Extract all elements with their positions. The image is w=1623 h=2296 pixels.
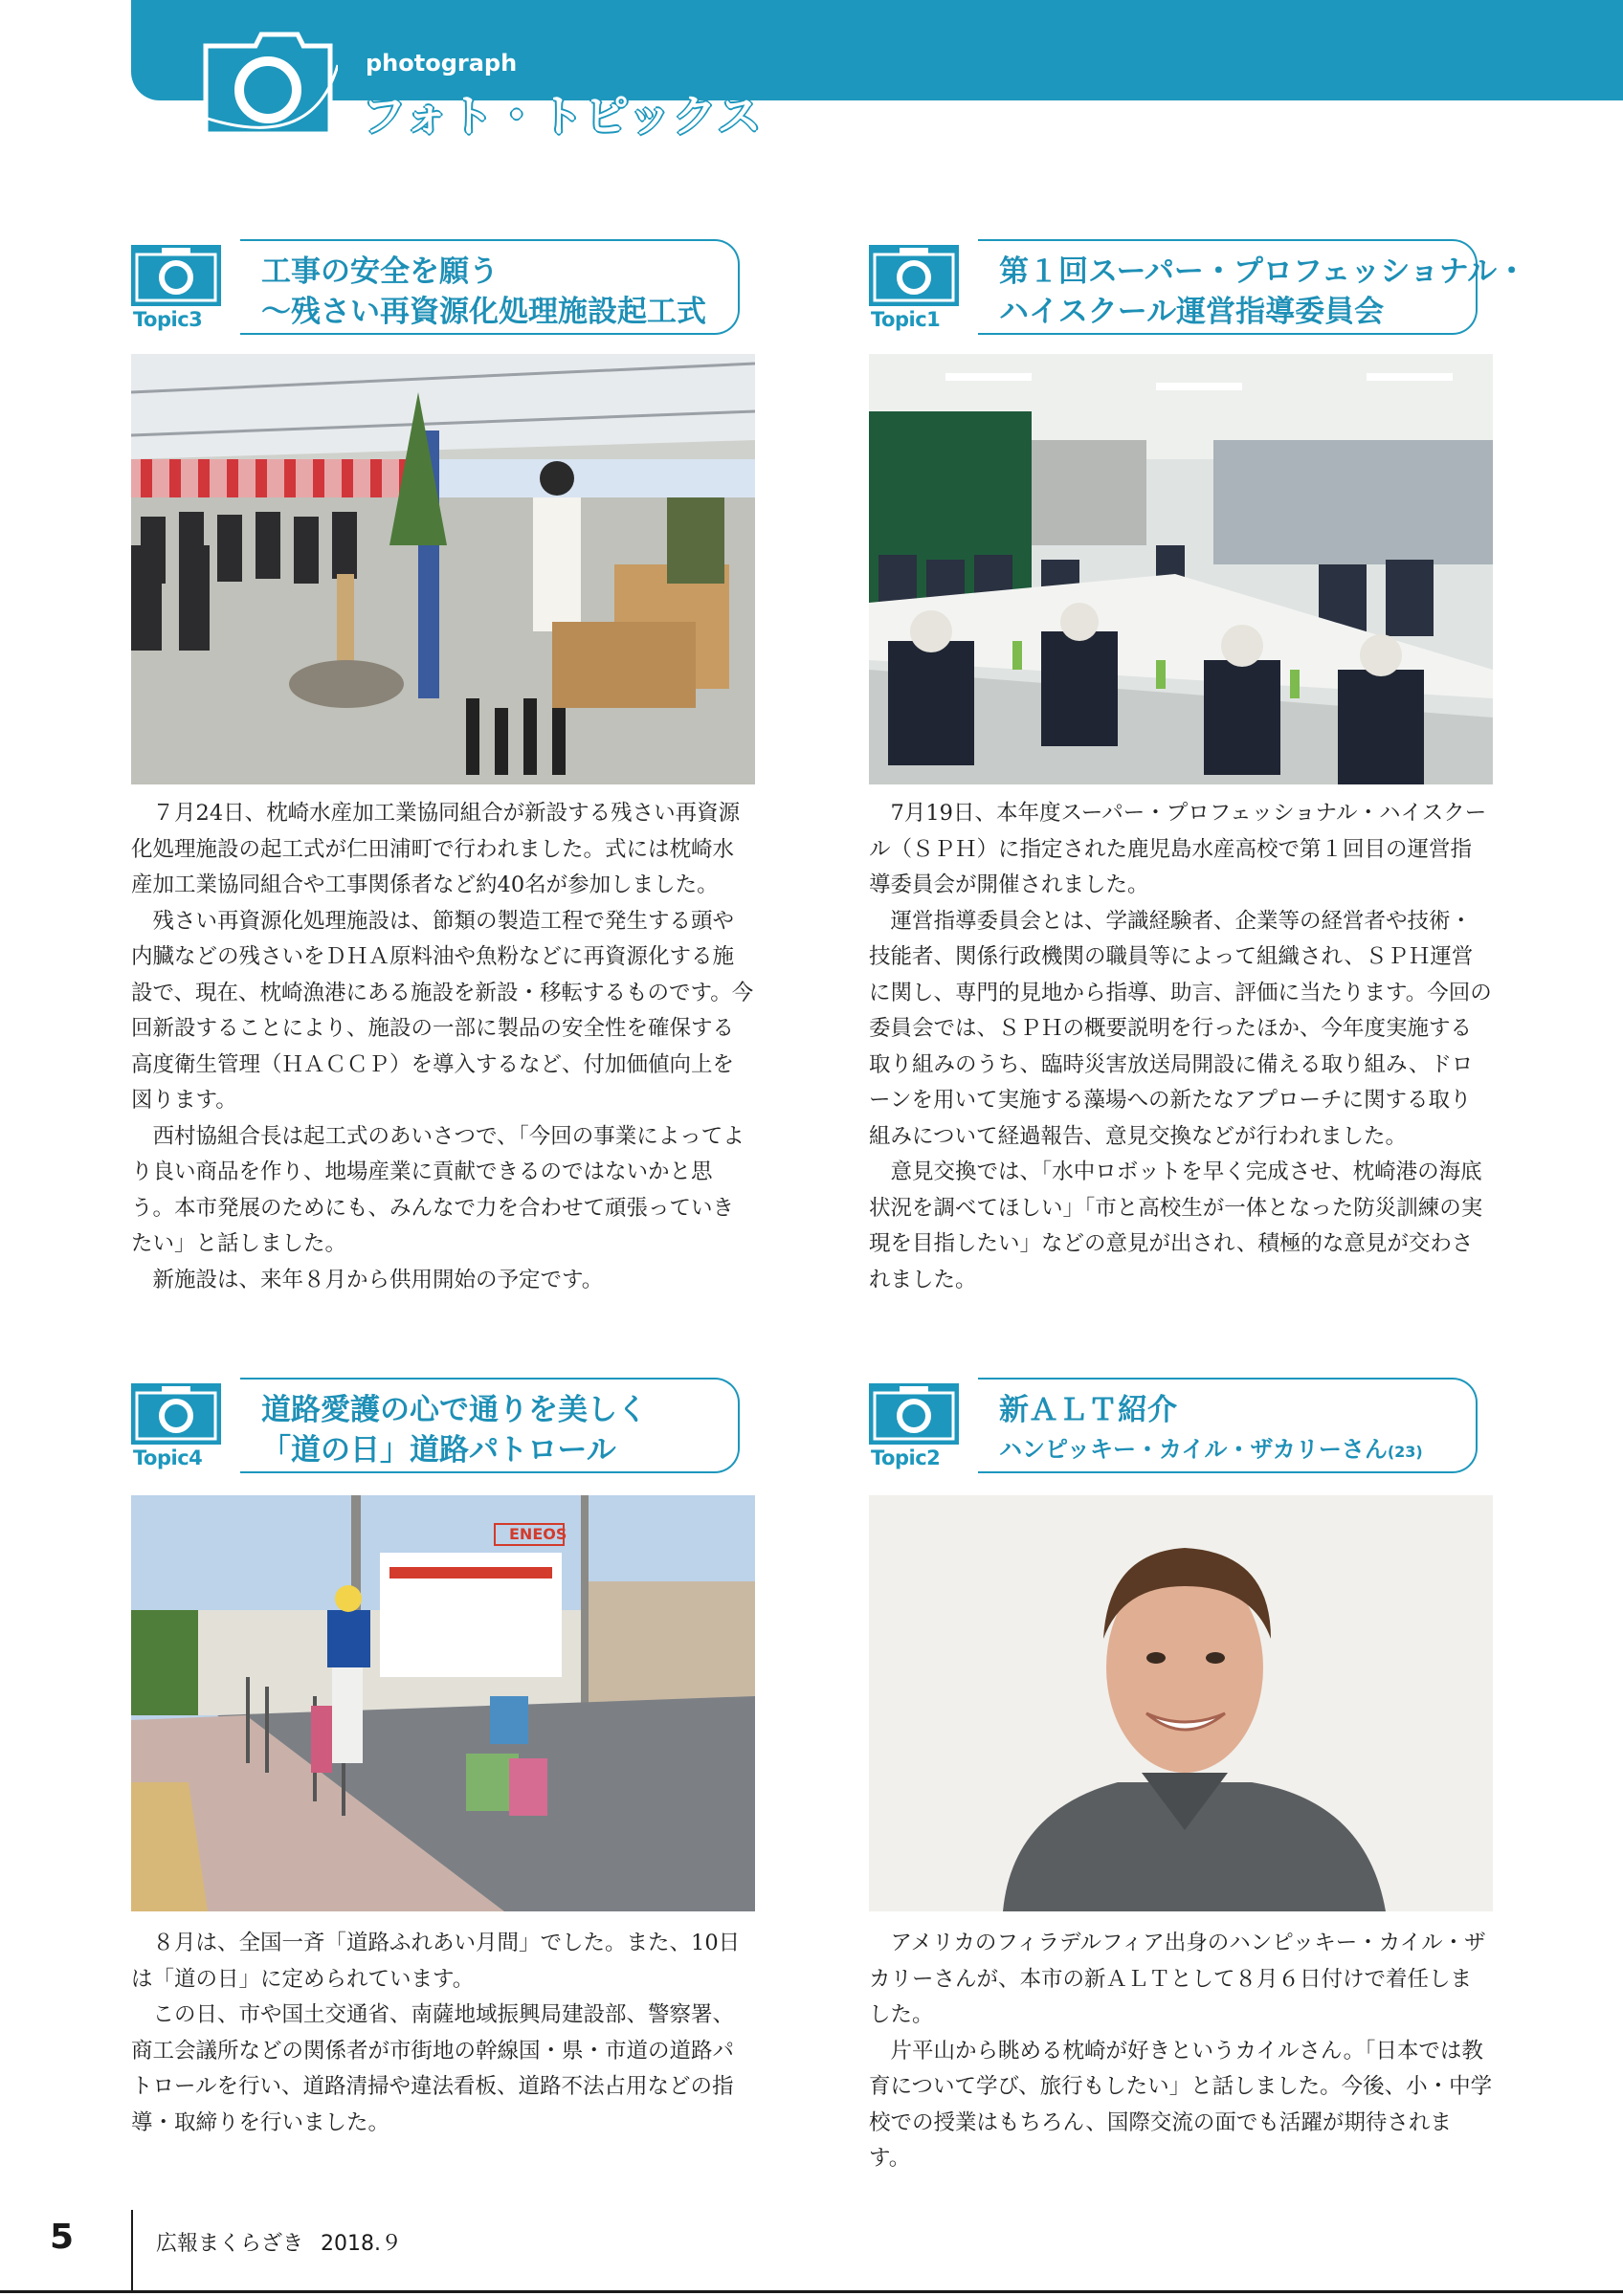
topic2-heading [869,1378,1491,1473]
footer-divider [131,2210,133,2290]
page-title: フォト・トピックス [362,90,763,142]
header-photograph-label: photograph [366,50,518,77]
topic-title-line2 [999,1430,1423,1464]
paragraph: 7月19日、本年度スーパー・プロフェッショナル・ハイスクール（ＳＰＨ）に指定された鹿児島水産高校で第１回目の運営指導委員会が開催されました。 [869,801,1487,897]
topic-title-line2: 「道の日」道路パトロール [261,1433,616,1468]
topic4-heading [131,1378,753,1473]
topic-title-line1: 工事の安全を願う [261,254,499,289]
issue-date: 2018.９ [321,2232,402,2256]
alt-name: ハンピッキー・カイル・ザカリーさん [999,1436,1388,1463]
paragraph: 西村協組合長は起工式のあいさつで、「今回の事業によってより良い商品を作り、地場産業に貢献できるのではないかと思う。本市発展のためにも、みんなで力を合わせて頑張っていきたい」と話しました。 [131,1123,745,1256]
topic-number: Topic2 [871,1446,941,1469]
paragraph: ８月は、全国一斉「道路ふれあい月間」でした。また、10日は「道の日」に定められています。 [131,1931,741,1992]
topic-title-line1: 第１回スーパー・プロフェッショナル・ [999,254,1527,289]
camera-icon [131,245,221,306]
camera-icon [131,1383,221,1445]
camera-icon [869,245,959,306]
alt-age: (23) [1387,1443,1423,1461]
alt-portrait-photo [869,1495,1493,1911]
topic3-article [131,796,755,1298]
paragraph: 意見交換では、「水中ロボットを早く完成させ、枕崎港の海底状況を調べてほしい」「市と高校生が一体となった防災訓練の実現を目指したい」などの意見が出され、積極的な意見が交わされました。 [869,1159,1483,1292]
footer-rule [0,2290,1623,2293]
topic1-heading [869,239,1527,335]
paragraph: ７月24日、枕崎水産加工業協同組合が新設する残さい再資源化処理施設の起工式が仁田浦町で行われました。式には枕崎水産加工業協同組合や工事関係者など約40名が参加しました。 [131,801,741,897]
topic3-heading [131,239,753,335]
groundbreaking-ceremony-photo [131,354,755,784]
paragraph: 残さい再資源化処理施設は、節類の製造工程で発生する頭や内臓などの残さいをＤＨＡ原料油や魚粉などに再資源化する施設で、現在、枕崎漁港にある施設を新設・移転するものです。今回新設することにより、施設の一部に製品の安全性を確保する高度衛生管理（ＨＡＣＣＰ）を導入するなど、付加価値向上を図ります。 [131,908,754,1113]
topic-number: Topic3 [133,308,203,331]
publication-name: 広報まくらざき [156,2232,304,2256]
header-band [131,0,1623,100]
topic-title-line1: 新ＡＬＴ紹介 [999,1393,1177,1427]
paragraph: 新施設は、来年８月から供用開始の予定です。 [152,1267,604,1292]
road-patrol-photo [131,1495,755,1911]
paragraph: この日、市や国土交通省、南薩地域振興局建設部、警察署、商工会議所などの関係者が市街地の幹線国・県・市道の道路パトロールを行い、道路清掃や違法看板、道路不法占用などの指導・取締りを行いました。 [131,2002,735,2135]
page-number: 5 [50,2218,75,2257]
topic2-article [869,1926,1493,2177]
topic-number: Topic4 [133,1446,203,1469]
camera-icon [869,1383,959,1445]
committee-meeting-photo [869,354,1493,784]
paragraph: アメリカのフィラデルフィア出身のハンピッキー・カイル・ザカリーさんが、本市の新ＡＬＴとして８月６日付けで着任しました。 [869,1931,1486,2027]
topic-number: Topic1 [871,308,941,331]
topic-title-line2: ハイスクール運営指導委員会 [999,295,1385,329]
topic-title-line1: 道路愛護の心で通りを美しく [261,1393,647,1427]
publication-info [156,2227,402,2257]
eneos-sign: ENEOS [509,1525,567,1543]
topic4-article [131,1926,755,2141]
camera-icon [198,27,338,144]
topic-title-line2: ～残さい再資源化処理施設起工式 [261,295,706,329]
paragraph: 運営指導委員会とは、学識経験者、企業等の経営者や技術・技能者、関係行政機関の職員等によって組織され、ＳＰＨ運営に関し、専門的見地から指導、助言、評価に当たります。今回の委員会では、ＳＰＨの概要説明を行ったほか、今年度実施する取り組みのうち、臨時災害放送局開設に備える取り組み、ドローンを用いて実施する藻場への新たなアプローチに関する取り組みについて経過報告、意見交換などが行われました。 [869,908,1492,1149]
topic1-article [869,796,1493,1298]
paragraph: 片平山から眺める枕崎が好きというカイルさん。「日本では教育について学び、旅行もしたい」と話しました。今後、小・中学校での授業はもちろん、国際交流の面でも活躍が期待されます。 [869,2038,1493,2171]
